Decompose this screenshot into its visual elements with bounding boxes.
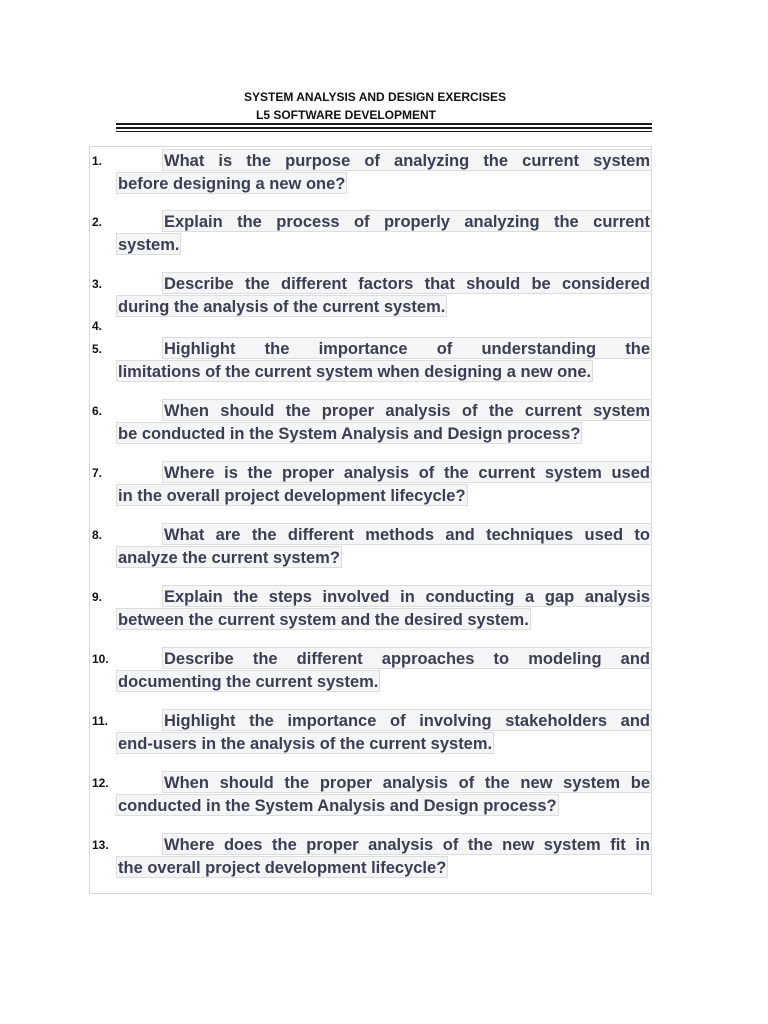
question-number-empty: 4. [92, 319, 103, 333]
question-number: 9. [92, 590, 103, 604]
question-number: 2. [92, 215, 103, 229]
question-line: What is the purpose of analyzing the current system [162, 149, 652, 171]
question-number: 11. [92, 714, 109, 728]
question-number: 5. [92, 342, 103, 356]
question-line: during the analysis of the current system. [116, 295, 447, 317]
question-number: 1. [92, 154, 103, 168]
question-line: What are the different methods and techniques used to [162, 523, 652, 545]
question-number: 7. [92, 466, 103, 480]
question-line: limitations of the current system when designing a new one. [116, 360, 593, 382]
question-line: Where is the proper analysis of the current system used [162, 461, 652, 483]
question-number: 10. [92, 652, 109, 666]
question-number: 6. [92, 404, 103, 418]
question-line: between the current system and the desired system. [116, 608, 531, 630]
question-number: 3. [92, 277, 103, 291]
question-line: Describe the different approaches to modeling and [162, 647, 652, 669]
header-rule [116, 123, 652, 125]
question-number: 8. [92, 528, 103, 542]
question-line: When should the proper analysis of the current system [162, 399, 652, 421]
question-line: before designing a new one? [116, 172, 347, 194]
question-line: end-users in the analysis of the current system. [116, 732, 494, 754]
document-title: SYSTEM ANALYSIS AND DESIGN EXERCISES [244, 90, 507, 104]
question-line: be conducted in the System Analysis and Design process? [116, 422, 582, 444]
question-line: conducted in the System Analysis and Design process? [116, 794, 559, 816]
question-line: When should the proper analysis of the new system be [162, 771, 652, 793]
question-number: 13. [92, 838, 109, 852]
document-subtitle: L5 SOFTWARE DEVELOPMENT [256, 108, 437, 122]
question-line: system. [116, 233, 181, 255]
question-line: Highlight the importance of involving stakeholders and [162, 709, 652, 731]
question-line: documenting the current system. [116, 670, 380, 692]
header-rule [116, 127, 652, 129]
question-line: Explain the process of properly analyzing the current [162, 210, 652, 232]
question-line: Describe the different factors that should be considered [162, 272, 652, 294]
question-number: 12. [92, 776, 109, 790]
header-rule [116, 131, 652, 132]
question-line: the overall project development lifecycle? [116, 856, 448, 878]
question-line: analyze the current system? [116, 546, 342, 568]
question-line: Highlight the importance of understanding the [162, 337, 652, 359]
question-line: in the overall project development lifecycle? [116, 484, 468, 506]
question-line: Explain the steps involved in conducting a gap analysis [162, 585, 652, 607]
question-line: Where does the proper analysis of the new system fit in [162, 833, 652, 855]
